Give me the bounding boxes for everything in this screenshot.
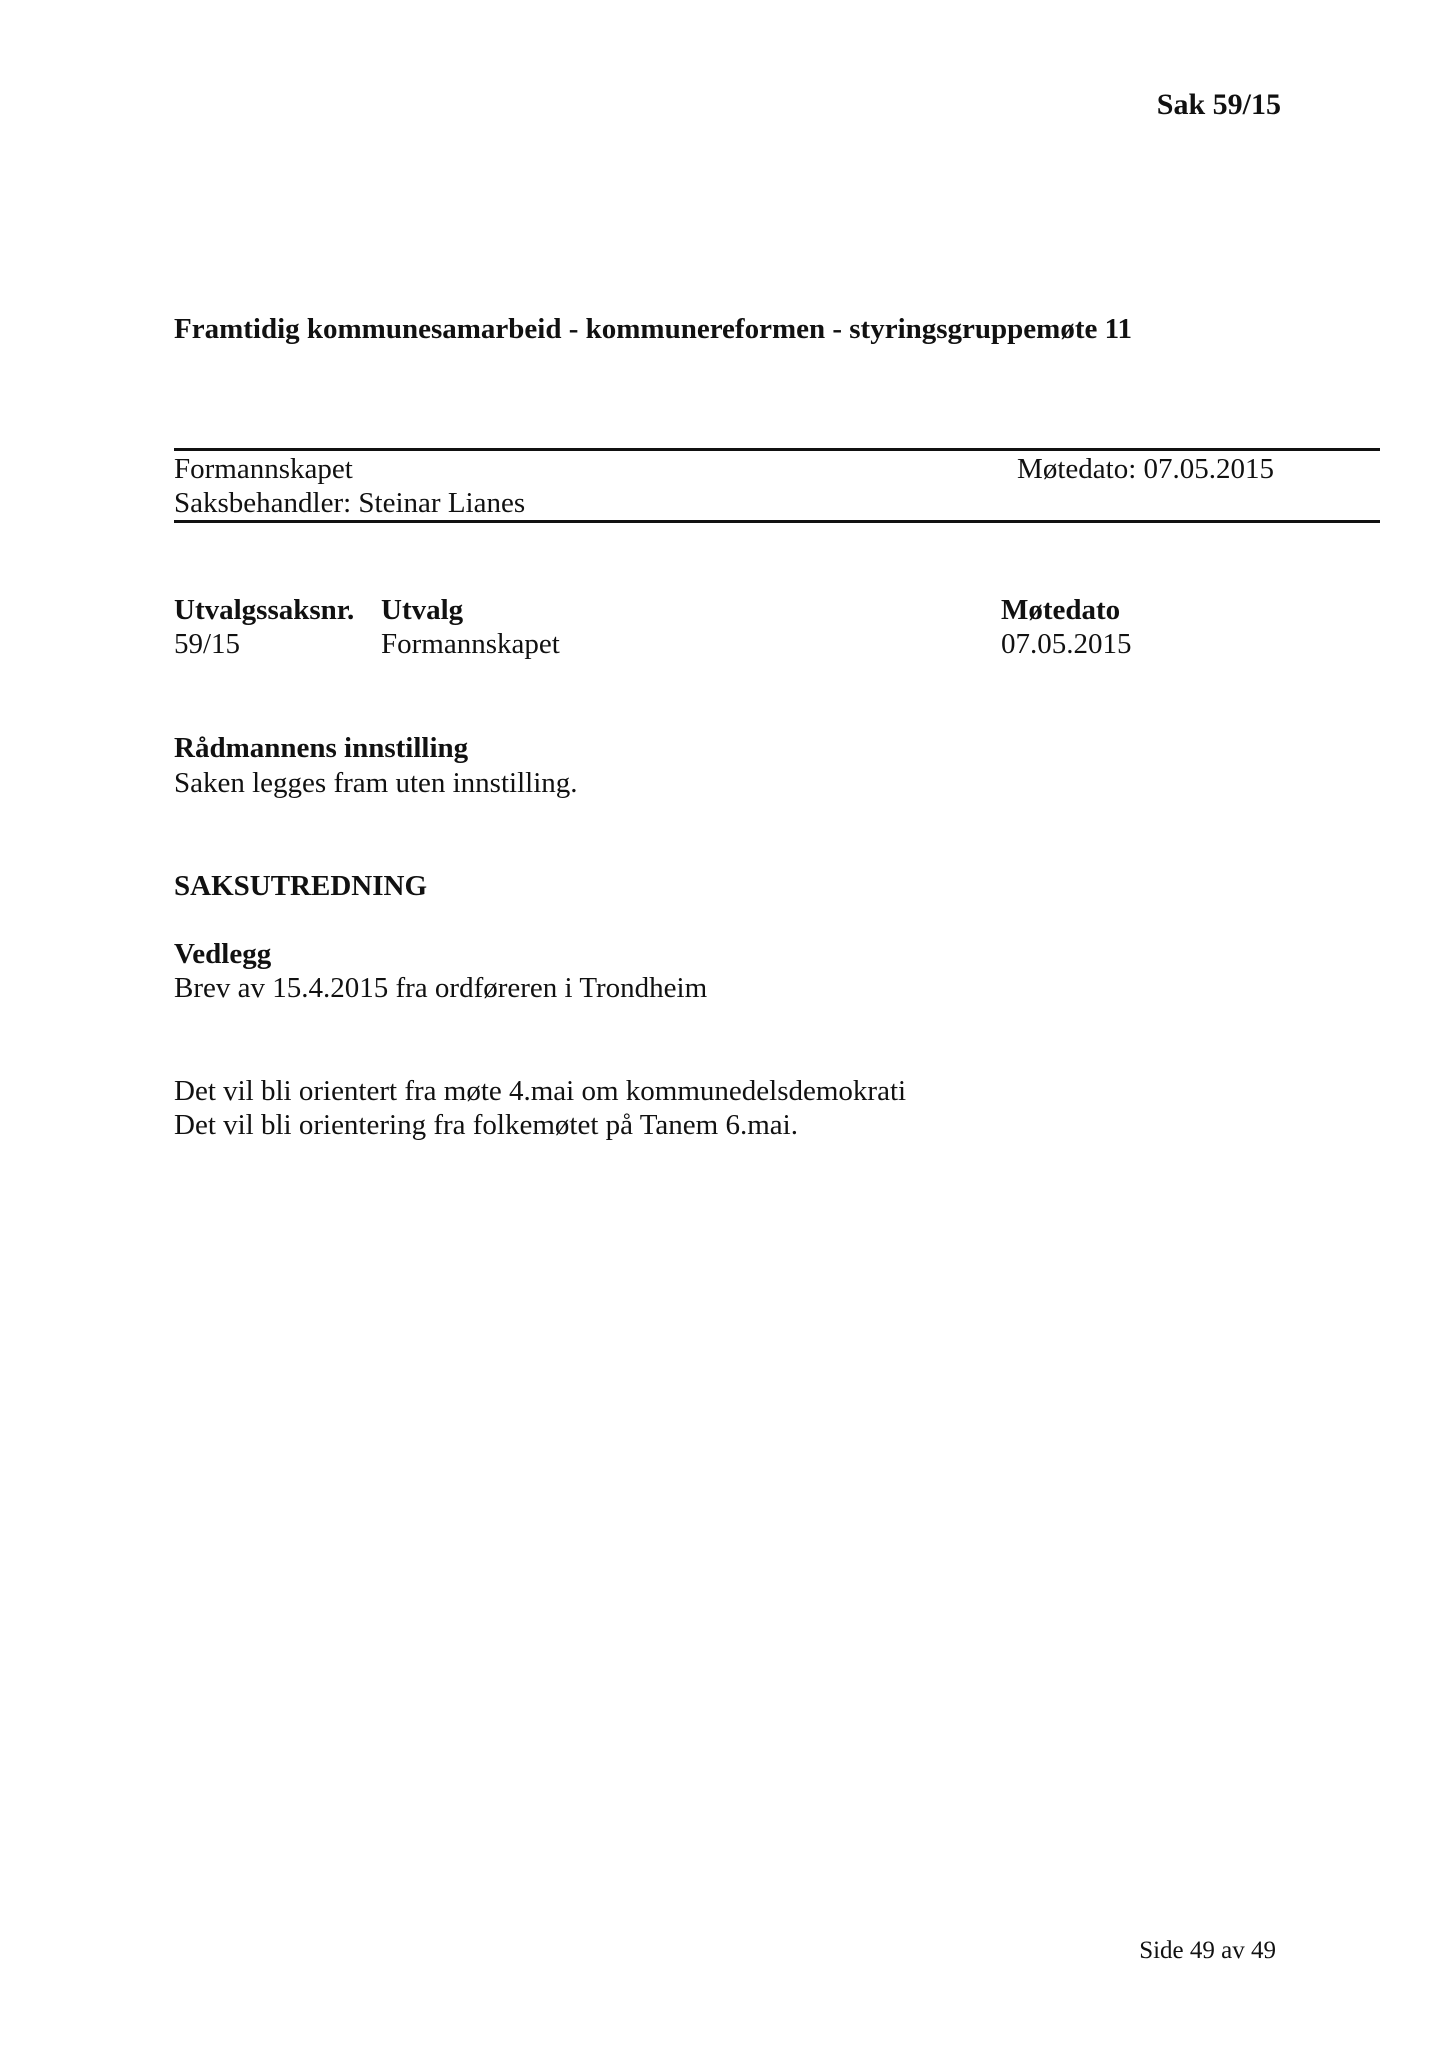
table-cell-committee: Formannskapet bbox=[381, 628, 560, 660]
table-header-case-no: Utvalgssaksnr. bbox=[174, 594, 355, 626]
attachment-item: Brev av 15.4.2015 fra ordføreren i Trondheim bbox=[174, 972, 708, 1004]
meta-case-handler: Saksbehandler: Steinar Lianes bbox=[174, 487, 526, 519]
table-header-committee: Utvalg bbox=[381, 594, 464, 626]
attachments-title: Vedlegg bbox=[174, 938, 272, 970]
recommendation-text: Saken legges fram uten innstilling. bbox=[174, 767, 578, 799]
body-paragraph: Det vil bli orientert fra møte 4.mai om kommunedelsdemokrati bbox=[174, 1075, 907, 1107]
header-rule-bottom bbox=[174, 520, 1380, 523]
case-number: Sak 59/15 bbox=[1156, 88, 1281, 121]
body-paragraph: Det vil bli orientering fra folkemøtet på Tanem 6.mai. bbox=[174, 1109, 798, 1141]
table-cell-meeting-date: 07.05.2015 bbox=[1001, 628, 1132, 660]
recommendation-title: Rådmannens innstilling bbox=[174, 732, 469, 764]
page-number: Side 49 av 49 bbox=[1139, 1937, 1276, 1964]
meta-meeting-date: Møtedato: 07.05.2015 bbox=[1017, 453, 1274, 485]
header-rule-top bbox=[174, 448, 1380, 451]
table-header-meeting-date: Møtedato bbox=[1001, 594, 1121, 626]
document-title: Framtidig kommunesamarbeid - kommunereformen - styringsgruppemøte 11 bbox=[174, 313, 1133, 345]
saksutredning-title: SAKSUTREDNING bbox=[174, 870, 427, 902]
meta-body: Formannskapet bbox=[174, 453, 353, 485]
table-cell-case-no: 59/15 bbox=[174, 628, 241, 660]
